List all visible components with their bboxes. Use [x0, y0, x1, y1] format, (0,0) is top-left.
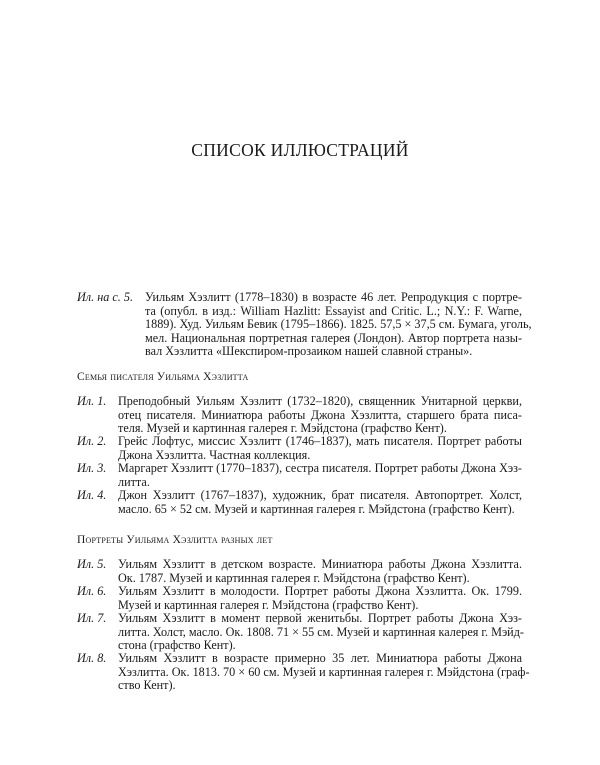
entry-line: мел. Национальная портретная галерея (Лондон). Автор портрета назы- — [145, 330, 522, 345]
entry-line: стона (графство Кент). — [118, 638, 236, 652]
entry-line: Джона Хэзлитта. Частная коллекция. — [118, 447, 311, 462]
section-heading: Портреты Уильяма Хэзлитта разных лет — [77, 534, 273, 546]
entry-label: Ил. 1. — [77, 394, 107, 408]
entry-label: Ил. 4. — [77, 488, 107, 502]
entry-line: отец писателя. Миниатюра работы Джона Хэзлитта, старшего брата писа- — [118, 407, 522, 422]
entry-line: Грейс Лофтус, миссис Хэзлитт (1746–1837), мать писателя. Портрет работы — [118, 434, 522, 448]
entry-line: масло. 65 × 52 см. Музей и картинная галерея г. Мэйдстона (графство Кент). — [118, 501, 515, 516]
entry-line: Уильям Хэзлитт в момент первой женитьбы. Портрет работы Джона Хэз- — [118, 611, 522, 625]
entry-line: литта. — [118, 474, 150, 489]
entry-line: 1889). Худ. Уильям Бевик (1795–1866). 1825. 57,5 × 37,5 см. Бумага, уголь, — [145, 317, 532, 331]
entry-line: Маргарет Хэзлитт (1770–1837), сестра писателя. Портрет работы Джона Хэз- — [118, 461, 522, 475]
entry-label: Ил. 8. — [77, 651, 107, 665]
entry-line: Музей и картинная галерея г. Мэйдстона (графство Кент). — [118, 597, 419, 612]
entry-line: Хэзлитта. Ок. 1813. 70 × 60 см. Музей и картинная галерея г. Мэйдстона (граф- — [118, 664, 530, 679]
entry-line: литта. Холст, масло. Ок. 1808. 71 × 55 см. Музей и картинная калерея г. Мэйд- — [118, 624, 524, 639]
entry-line: ство Кент). — [118, 678, 176, 692]
entry-line: Ок. 1787. Музей и картинная галерея г. Мэйдстона (графство Кент). — [118, 570, 470, 585]
entry-line: Уильям Хэзлитт в детском возрасте. Миниатюра работы Джона Хэзлитта. — [118, 557, 522, 571]
entry-line: Уильям Хэзлитт (1778–1830) в возрасте 46 лет. Репродукция с портре- — [145, 290, 522, 304]
entry-label: Ил. на с. 5. — [77, 290, 134, 304]
entry-line: Уильям Хэзлитт в возрасте примерно 35 лет. Миниатюра работы Джона — [118, 651, 522, 665]
entry-line: Джон Хэзлитт (1767–1837), художник, брат писателя. Автопортрет. Холст, — [118, 488, 522, 502]
entry-label: Ил. 3. — [77, 461, 107, 475]
entry-line: Преподобный Уильям Хэзлитт (1732–1820), священник Унитарной церкви, — [118, 394, 522, 408]
entry-line: та (опубл. в изд.: William Hazlitt: Essayist and Critic. L.; N.Y.: F. Warne, — [145, 303, 522, 318]
entry-label: Ил. 5. — [77, 557, 107, 571]
entry-label: Ил. 6. — [77, 584, 107, 598]
entry-line: вал Хэзлитта «Шекспиром-прозаиком нашей славной страны». — [145, 344, 473, 358]
entry-label: Ил. 2. — [77, 434, 107, 448]
entry-line: теля. Музей и картинная галерея г. Мэйдстона (графство Кент). — [118, 421, 447, 435]
section-heading: Семья писателя Уильяма Хэзлитта — [77, 371, 249, 383]
entry-label: Ил. 7. — [77, 611, 107, 625]
entry-line: Уильям Хэзлитт в молодости. Портрет работы Джона Хэзлитта. Ок. 1799. — [118, 584, 522, 598]
page-title: СПИСОК ИЛЛЮСТРАЦИЙ — [191, 140, 409, 160]
